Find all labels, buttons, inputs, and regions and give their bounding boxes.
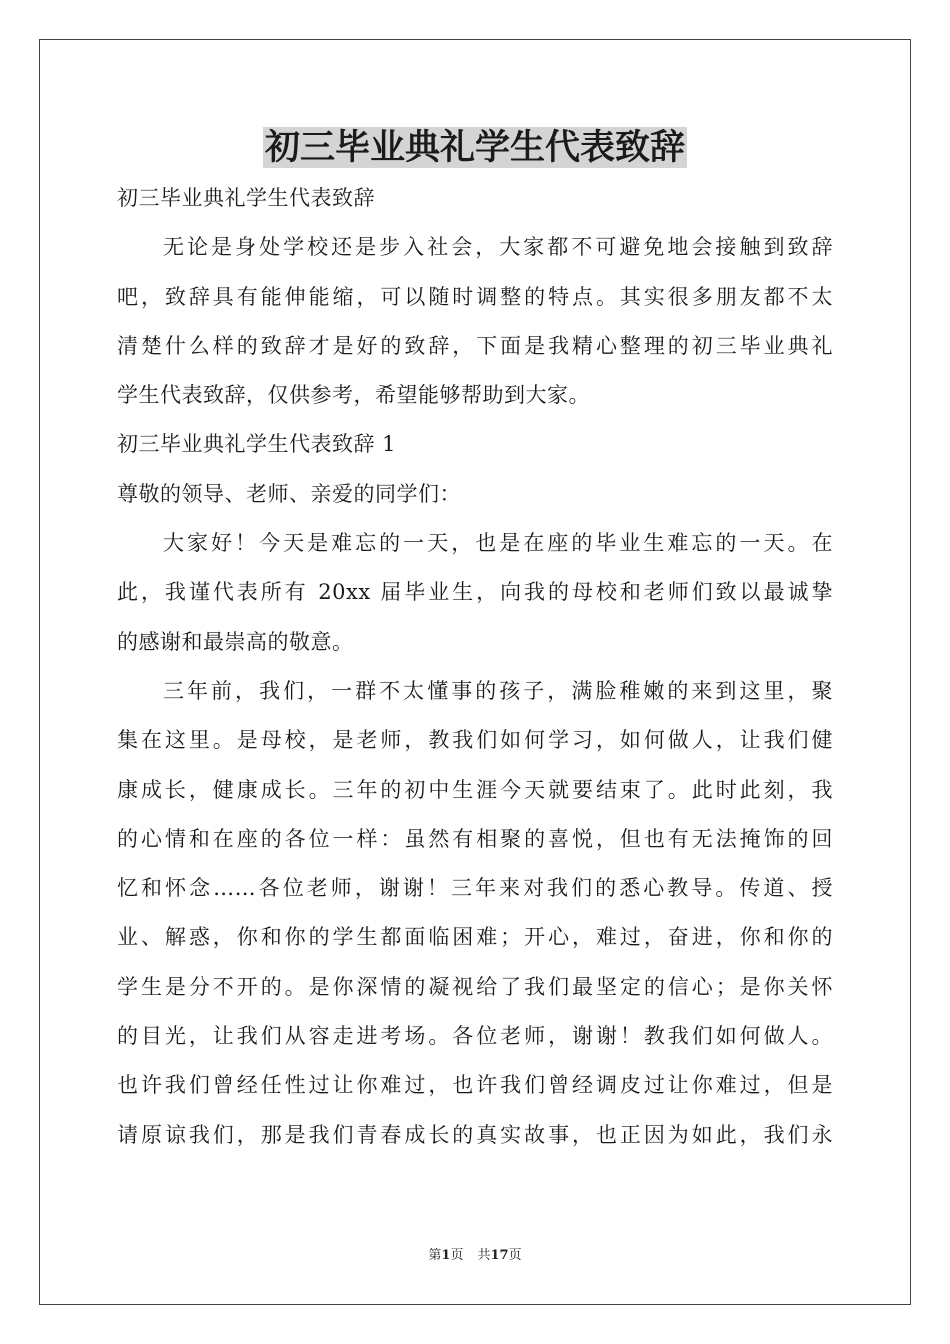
page-footer [0,1244,950,1263]
text-line: 尊敬的领导、老师、亲爱的同学们： [117,481,461,506]
text-line: 也许我们曾经任性过让你难过，也许我们曾经调皮过让你难过，但是 [117,1073,833,1098]
footer-page-number: 1 [441,1248,451,1263]
text-line: 初三毕业典礼学生代表致辞 [117,186,375,210]
document-title-text: 初三毕业典礼学生代表致辞 [264,127,685,168]
text-line: 忆和怀念……各位老师，谢谢！三年来对我们的悉心教导。传道、授 [117,876,833,901]
footer-page-prefix: 第 [428,1248,442,1263]
text-line: 清楚什么样的致辞才是好的致辞，下面是我精心整理的初三毕业典礼 [117,333,833,358]
text-line: 大家好！今天是难忘的一天，也是在座的毕业生难忘的一天。在 [163,531,833,556]
footer-total-suffix: 页 [508,1248,522,1263]
text-line: 学生代表致辞，仅供参考，希望能够帮助到大家。 [117,383,590,408]
text-line: 无论是身处学校还是步入社会，大家都不可避免地会接触到致辞 [163,235,833,260]
text-line: 吧，致辞具有能伸能缩，可以随时调整的特点。其实很多朋友都不太 [117,284,833,309]
text-line: 请原谅我们，那是我们青春成长的真实故事，也正因为如此，我们永 [117,1122,833,1147]
text-line: 的感谢和最崇高的敬意。 [117,629,354,654]
text-line: 三年前，我们，一群不太懂事的孩子，满脸稚嫩的来到这里，聚 [163,678,833,703]
text-line: 的心情和在座的各位一样：虽然有相聚的喜悦，但也有无法掩饰的回 [117,826,833,851]
footer-page-suffix: 页 [450,1248,464,1263]
text-line: 集在这里。是母校，是老师，教我们如何学习，如何做人，让我们健 [117,728,833,753]
text-line: 的目光，让我们从容走进考场。各位老师，谢谢！教我们如何做人。 [117,1024,833,1049]
text-line: 初三毕业典礼学生代表致辞 1 [117,432,397,457]
document-title [0,124,950,172]
text-line: 业、解惑，你和你的学生都面临困难；开心，难过，奋进，你和你的 [117,925,833,950]
footer-total-prefix: 共 [477,1248,491,1263]
text-line: 此，我谨代表所有 20xx 届毕业生，向我的母校和老师们致以最诚挚 [117,580,833,605]
text-line: 学生是分不开的。是你深情的凝视给了我们最坚定的信心；是你关怀 [117,974,833,999]
document-body [117,174,833,1160]
footer-total-pages: 17 [490,1248,509,1263]
text-line: 康成长，健康成长。三年的初中生涯今天就要结束了。此时此刻，我 [117,777,833,802]
